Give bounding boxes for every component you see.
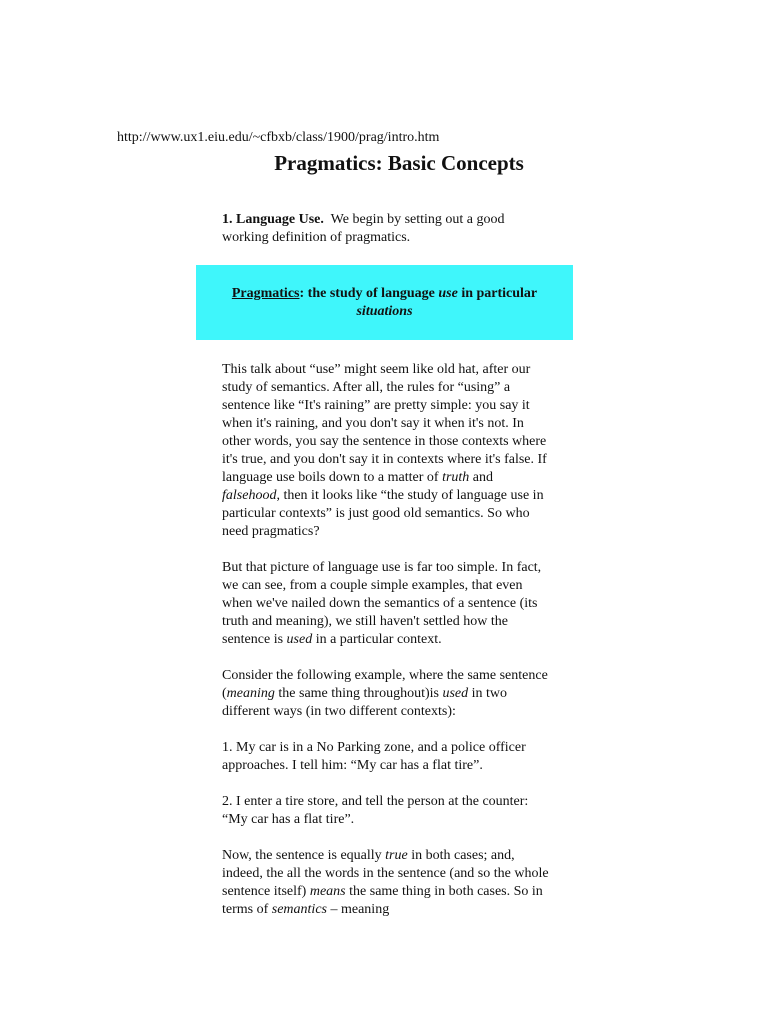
paragraph-1-text-a: This talk about “use” might seem like old hat, after our study of semantics. After all, the rules for “using” a sentence like “It's raining” are pretty simple: you say it when it's raining, and you don't say it when it's not. In other words, you say the sentence in those contexts where it's true, and you don't say it in contexts where it's false. If language use boils down to a matter of [222,362,547,485]
paragraph-3-text-a: Consider the following example, where the same sentence ( [222,668,548,701]
definition-colon: : [299,285,305,301]
page-title-text: Pragmatics: Basic Concepts [274,151,524,175]
paragraph-3-text-c: in two different ways (in two different contexts): [222,686,508,719]
paragraph-3-text-b: the same thing throughout)is [274,686,443,701]
paragraph-6-text-a: Now, the sentence is equally [222,848,386,863]
paragraph-2-used: used [286,632,313,647]
intro-text: We begin by setting out a good working definition of pragmatics. [222,212,505,245]
definition-box [196,265,573,340]
paragraph-6 [222,847,552,919]
paragraph-1 [222,361,552,541]
paragraph-6-means: means [309,884,346,899]
paragraph-3 [222,667,552,721]
definition-text [230,285,540,321]
definition-part2: in particular [457,285,538,301]
paragraph-2-text-b: in a particular context. [312,632,442,647]
paragraph-6-text-d: – meaning [326,902,390,917]
definition-situations: situations [356,303,413,319]
paragraph-1-text-c: , then it looks like “the study of language use in particular contexts” is just good old semantics. So who need pragmatics? [222,488,544,539]
paragraph-1-truth: truth [442,470,470,485]
example-2: 2. I enter a tire store, and tell the person at the counter: “My car has a flat tire”. [222,794,529,827]
paragraph-3-used: used [442,686,469,701]
paragraph-6-true: true [385,848,408,863]
paragraph-6-semantics: semantics [271,902,327,917]
paragraph-6-text-c: the same thing in both cases. So in terms of [222,884,543,917]
body-text [222,361,552,937]
paragraph-1-falsehood: falsehood [222,488,277,503]
source-url: http://www.ux1.eiu.edu/~cfbxb/class/1900/prag/intro.htm [117,130,440,145]
example-1: 1. My car is in a No Parking zone, and a police officer approaches. I tell him: “My car has a flat tire”. [222,740,526,773]
intro-heading: 1. Language Use. [222,212,324,227]
page-title [0,150,768,176]
paragraph-6-text-b: in both cases; and, indeed, the all the words in the sentence (and so the whole sentence itself) [222,848,549,899]
paragraph-2 [222,559,552,649]
definition-term: Pragmatics [231,285,300,301]
definition-use: use [438,285,458,301]
paragraph-1-text-b: and [469,470,494,485]
paragraph-3-meaning: meaning [226,686,275,701]
paragraph-2-text-a: But that picture of language use is far too simple. In fact, we can see, from a couple simple examples, that even when we've nailed down the semantics of a sentence (its truth and meaning), we still haven't settled how the sentence is [222,560,542,647]
intro-paragraph [222,211,552,247]
definition-part1: the study of language [304,285,439,301]
